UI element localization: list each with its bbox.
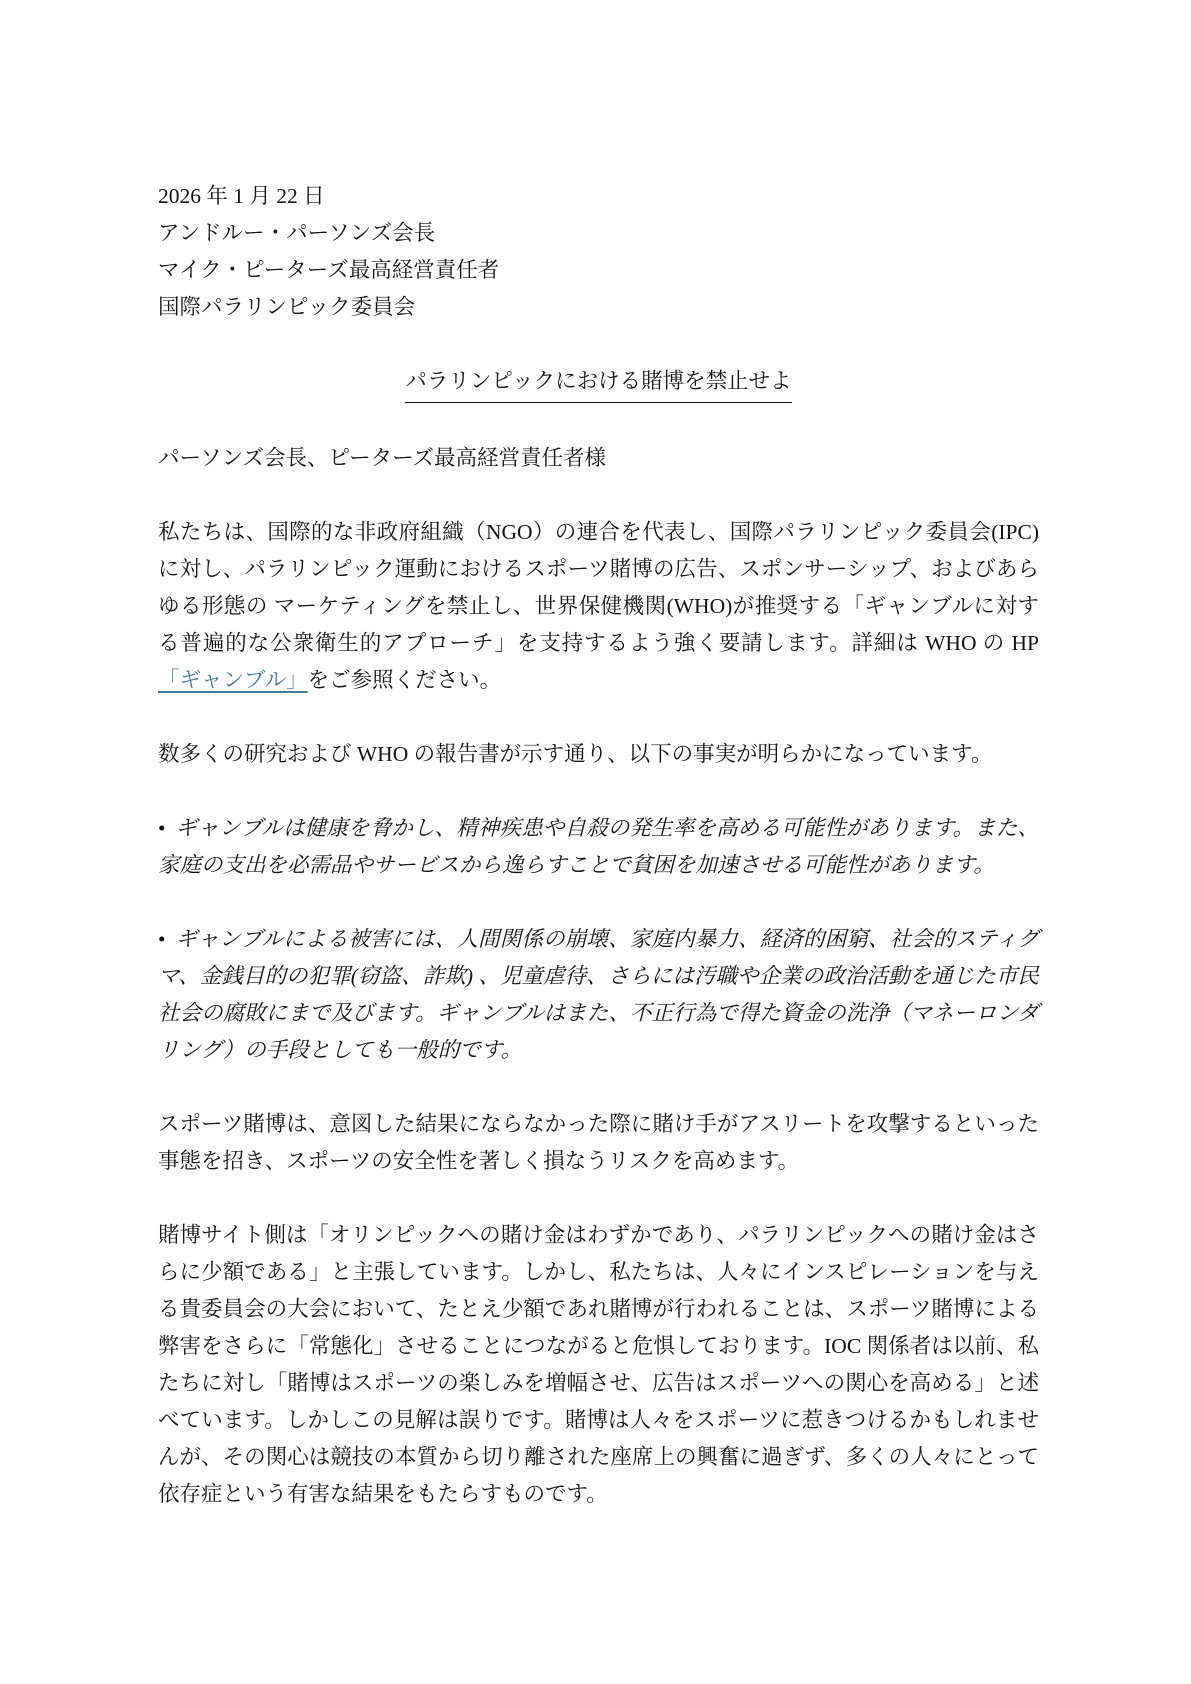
date-line: 2026 年 1 月 22 日: [158, 184, 325, 208]
recipient-president: アンドルー・パーソンズ会長: [158, 221, 436, 245]
salutation: パーソンズ会長、ピーターズ最高経営責任者様: [158, 446, 607, 470]
paragraph-normalization: 賭博サイト側は「オリンピックへの賭け金はわずかであり、パラリンピックへの賭け金はさらに少額である」と主張しています。しかし、私たちは、人々にインスピレーションを与える貴委員会の大会において、たとえ少額であれ賭博が行われることは、スポーツ賭博による弊害をさらに「常態化」させることにつながると危惧しております。IOC 関係者は以前、私たちに対し「賭博はスポーツの楽しみを増幅させ、広告はスポーツへの関心を高める」と述べています。しかしこの見解は誤りです。賭博は人々をスポーツに惹きつけるかもしれませんが、その関心は競技の本質から切り離された座席上の興奮に過ぎず、多くの人々にとって依存症という有害な結果をもたらすものです。: [158, 1223, 1039, 1506]
letter-title: パラリンピックにおける賭博を禁止せよ: [405, 363, 791, 403]
recipient-ceo: マイク・ピーターズ最高経営責任者: [158, 258, 500, 282]
paragraph-facts-intro: 数多くの研究および WHO の報告書が示す通り、以下の事実が明らかになっています。: [158, 742, 993, 766]
bullet-health-harm: [158, 810, 1039, 884]
recipient-organization: 国際パラリンピック委員会: [158, 295, 416, 319]
letter-header: [158, 178, 1039, 326]
bullet-health-harm-text: ギャンブルは健康を脅かし、精神疾患や自殺の発生率を高める可能性があります。また、家庭の支出を必需品やサービスから逸らすことで貧困を加速させる可能性があります。: [158, 816, 1039, 877]
paragraph-request-text: 私たちは、国際的な非政府組織（NGO）の連合を代表し、国際パラリンピック委員会(IPC)に対し、パラリンピック運動におけるスポーツ賭博の広告、スポンサーシップ、およびあらゆる形態の マーケティングを禁止し、世界保健機関(WHO)が推奨する「ギャンブルに対する普遍的な公衆衛生的アプローチ」を支持するよう強く要請します。詳細は WHO の HP: [158, 520, 1039, 655]
bullet-social-harm-text: ギャンブルによる被害には、人間関係の崩壊、家庭内暴力、経済的困窮、社会的スティグマ、金銭目的の犯罪(窃盗、詐欺) 、児童虐待、さらには汚職や企業の政治活動を通じた市民社会の腐敗にまで及びます。ギャンブルはまた、不正行為で得た資金の洗浄（マネーロンダリング）の手段としても一般的です。: [158, 927, 1039, 1062]
paragraph-athlete-safety: スポーツ賭博は、意図した結果にならなかった際に賭け手がアスリートを攻撃するといった事態を招き、スポーツの安全性を著しく損なうリスクを高めます。: [158, 1112, 1039, 1173]
bullet-marker: •: [158, 816, 166, 840]
bullet-marker: •: [158, 927, 166, 951]
bullet-social-harm: [158, 921, 1039, 1069]
paragraph-request-tail: をご参照ください。: [307, 668, 502, 692]
title-block: [158, 363, 1039, 403]
paragraph-request: [158, 514, 1039, 699]
gambling-who-link[interactable]: 「ギャンブル」: [158, 668, 308, 692]
